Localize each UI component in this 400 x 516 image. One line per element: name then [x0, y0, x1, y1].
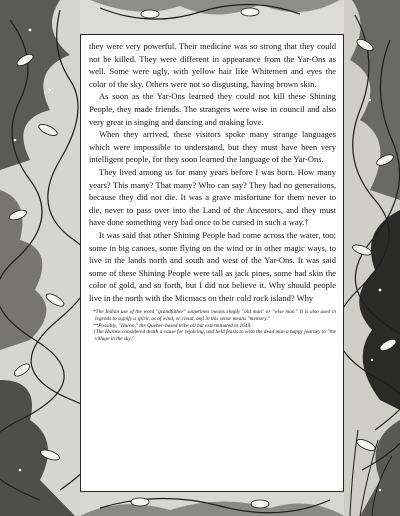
- body-paragraph: As soon as the Yar-Ons learned they could not kill these Shining People, they made friends. The strangers were wise in council and also very great in singing and dancing and making love.: [89, 91, 336, 127]
- body-paragraph: They lived among us for many years before I was born. How many years? This many? That many? Who can say? They had no generations, because they did not die. It was a grave misfortune for them never to die, never to pass over into the Land of the Ancestors, and they must have done something very bad once to be cursed in such a way.†: [89, 166, 336, 228]
- footnote: *The Indian use of the word "grandfather" sometimes means simply "old man" or "wise man." It is also used in legends to signify a spirit, as of wind, or cloud, and in this sense means "memory.": [93, 309, 336, 323]
- page-text-panel: [80, 34, 344, 492]
- body-paragraph: When they arrived, these visitors spoke many strange languages which were impossible to understand, but they must have been very intelligent people, for they soon learned the language of the Yar-Ons.: [89, 129, 336, 165]
- footnote: **Possibly, "Huron," the Quebec-based tribe all but exterminated in 1649.: [93, 322, 252, 329]
- body-paragraph: they were very powerful. Their medicine was so strong that they could not be killed. They were different in appearance from the Yar-Ons as well. Some were ugly, with yellow hair like Whitemen and eyes the color of the sky. Others were not so disgusting, having brown skin.: [89, 41, 336, 89]
- footnote: †The Hurons considered death a cause for rejoicing, and held feasts to wish the dead man a happy journey to "the village in the sky.": [93, 329, 336, 342]
- footnotes: [89, 309, 336, 342]
- body-paragraph: It was said that other Shining People had come across the water, too; some in big canoes, some flying on the wind or in other magic ways, to live in the lands north and south and west of the Yar-Ons. It was said some of these Shining People were tall as jack pines, some had skin the color of gold, and so forth, but I did not believe it. Why should people live in the north with the Micmacs on their cold rock island? Why: [89, 229, 336, 303]
